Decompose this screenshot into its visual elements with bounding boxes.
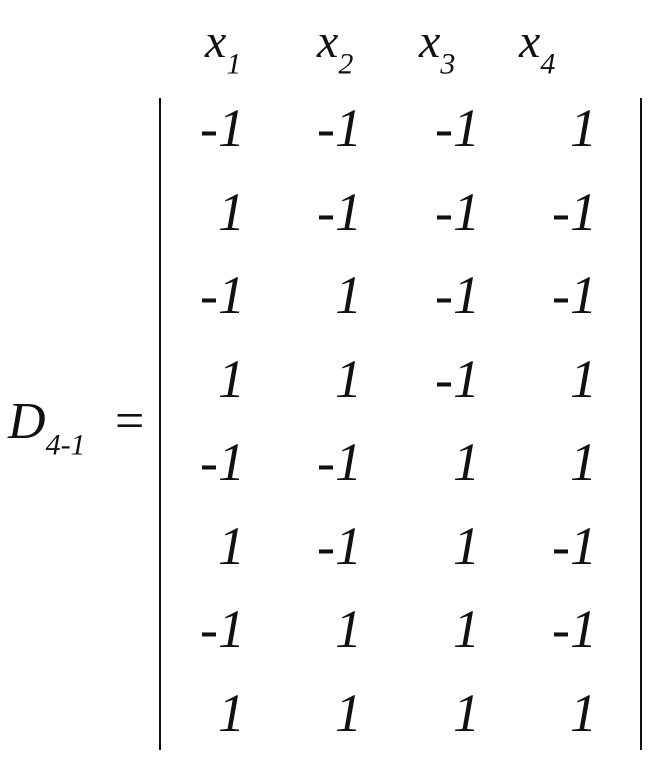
matrix-cell: -1 <box>552 599 597 659</box>
matrix-cell: 1 <box>570 432 597 492</box>
matrix-cell: -1 <box>317 182 362 242</box>
matrix-cell: 1 <box>218 182 245 242</box>
matrix-cell: 1 <box>570 98 597 158</box>
right-bracket-bar <box>640 98 642 750</box>
matrix-cell: -1 <box>435 182 480 242</box>
matrix-cell: -1 <box>435 349 480 409</box>
matrix-cell: 1 <box>218 516 245 576</box>
matrix-cell: 1 <box>453 683 480 743</box>
matrix-cell: 1 <box>335 599 362 659</box>
matrix-cell: 1 <box>570 349 597 409</box>
matrix-cell: 1 <box>218 683 245 743</box>
matrix-cell: -1 <box>435 98 480 158</box>
matrix-name: $D_{4-1}$ <box>8 393 86 462</box>
matrix-cell: 1 <box>570 683 597 743</box>
matrix-cell: -1 <box>552 516 597 576</box>
column-header-x3: $x_3$ <box>419 15 456 81</box>
matrix-cell: -1 <box>317 516 362 576</box>
equals-sign: = <box>115 393 145 450</box>
matrix-cell: 1 <box>218 349 245 409</box>
matrix-cell: 1 <box>453 599 480 659</box>
matrix-cell: 1 <box>453 516 480 576</box>
matrix-cell: 1 <box>335 349 362 409</box>
matrix-cell: -1 <box>200 98 245 158</box>
matrix-cell: -1 <box>552 182 597 242</box>
matrix-cell: -1 <box>552 265 597 325</box>
matrix-cell: -1 <box>435 265 480 325</box>
column-header-x1: $x_1$ <box>205 15 242 81</box>
matrix-cell: -1 <box>200 599 245 659</box>
matrix-cell: 1 <box>335 265 362 325</box>
column-header-x2: $x_2$ <box>317 15 354 81</box>
matrix-cell: 1 <box>335 683 362 743</box>
column-header-x4: $x_4$ <box>519 15 556 81</box>
matrix-cell: 1 <box>453 432 480 492</box>
matrix-cell: -1 <box>317 432 362 492</box>
matrix-cell: -1 <box>200 265 245 325</box>
matrix-cell: -1 <box>317 98 362 158</box>
matrix-cell: -1 <box>200 432 245 492</box>
